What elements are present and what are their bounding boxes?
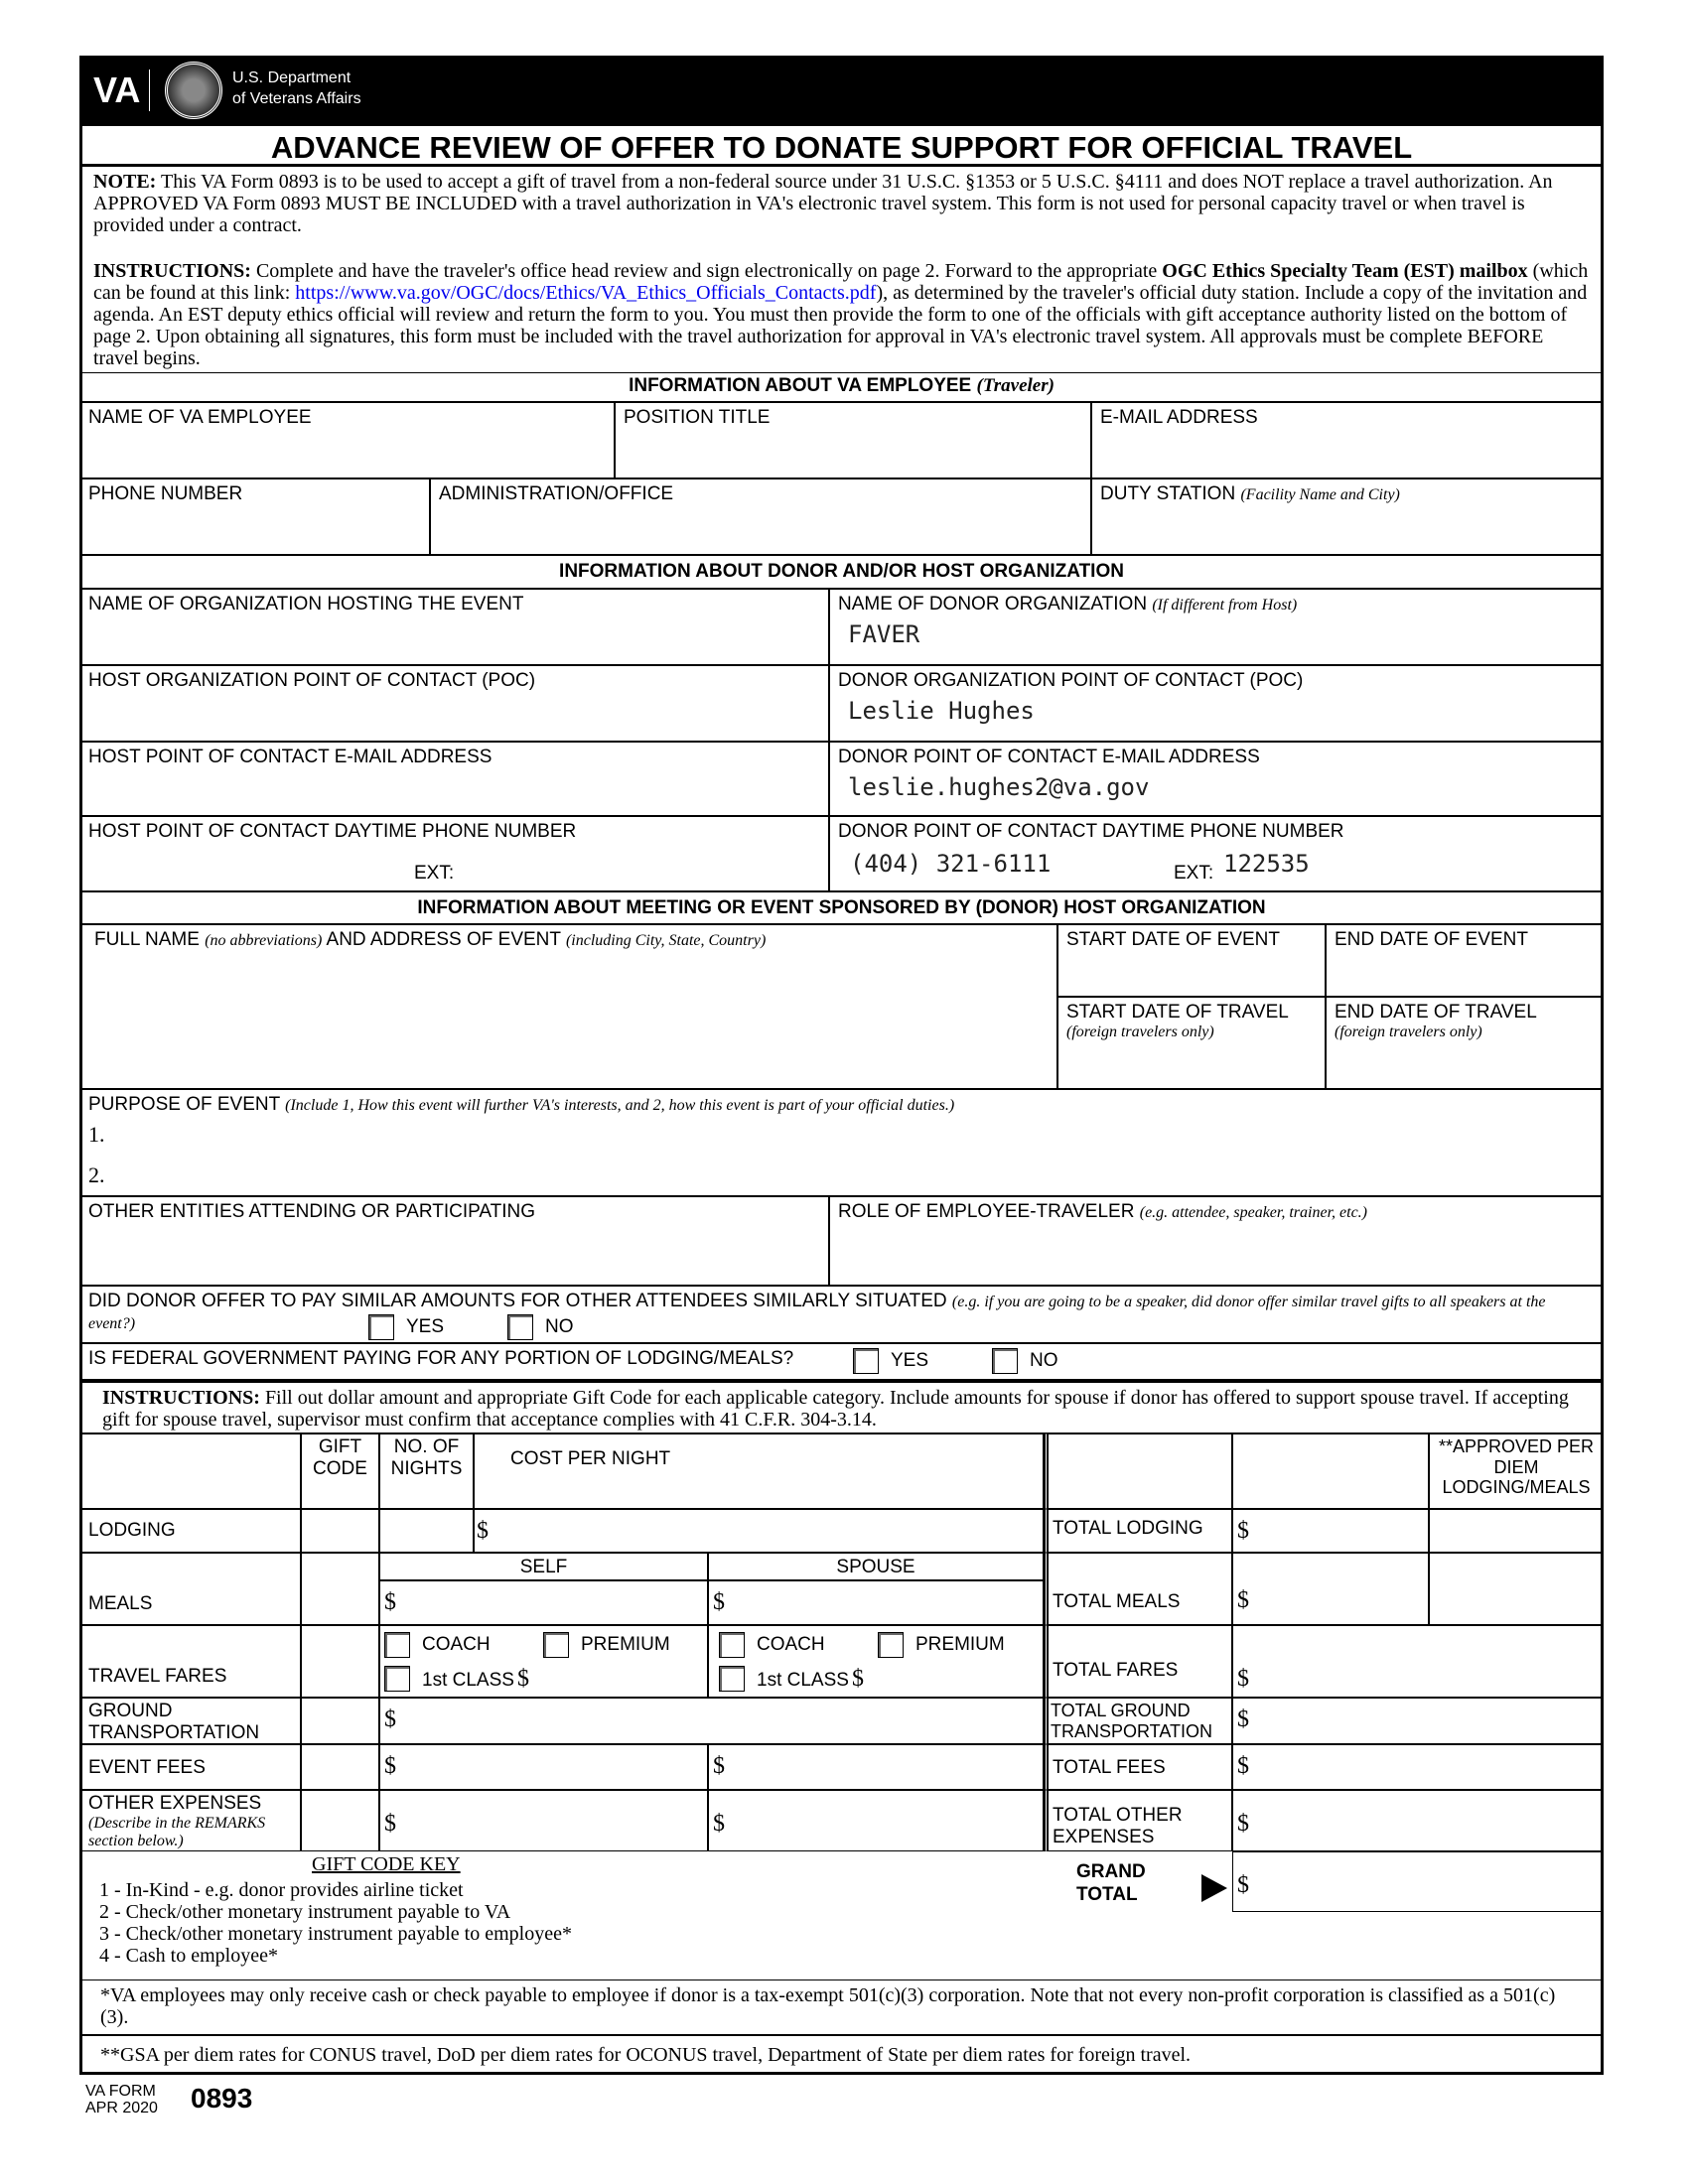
ground-label: GROUND TRANSPORTATION: [79, 1698, 301, 1744]
footnote-per-diem: **GSA per diem rates for CONUS travel, DoD per diem rates for OCONUS travel, Department of State per diem rates for foreign travel.: [79, 2035, 1604, 2075]
total-fares-value[interactable]: $: [1232, 1625, 1604, 1698]
federal-yes-checkbox[interactable]: [853, 1348, 879, 1374]
hdr-nights: NO. OF NIGHTS: [379, 1433, 474, 1509]
position-title-field[interactable]: POSITION TITLE: [615, 402, 1091, 478]
total-other-label: TOTAL OTHER EXPENSES: [1044, 1790, 1232, 1851]
fares-gift-code[interactable]: [301, 1625, 379, 1698]
total-fees-label: TOTAL FEES: [1044, 1744, 1232, 1790]
form-title: ADVANCE REVIEW OF OFFER TO DONATE SUPPORT FOR OFFICIAL TRAVEL: [79, 125, 1604, 167]
end-date-event-field[interactable]: END DATE OF EVENT: [1326, 924, 1604, 997]
lodging-nights[interactable]: [379, 1509, 474, 1553]
gift-key-item: 4 - Cash to employee*: [99, 1945, 278, 1967]
meals-self[interactable]: $: [379, 1580, 708, 1625]
self-first-class-checkbox[interactable]: [384, 1666, 410, 1692]
meals-spouse[interactable]: $: [708, 1580, 1044, 1625]
lodging-gift-code[interactable]: [301, 1509, 379, 1553]
similar-amounts-row: DID DONOR OFFER TO PAY SIMILAR AMOUNTS FOR OTHER ATTENDEES SIMILARLY SITUATED (e.g. if you are going to be a speaker, did donor offer similar travel gifts to all speakers at the event?) YES NO: [79, 1286, 1604, 1343]
meals-label: MEALS: [79, 1553, 301, 1625]
meals-per-diem[interactable]: [1429, 1553, 1604, 1625]
total-meals-label: TOTAL MEALS: [1044, 1553, 1232, 1625]
grand-total-value[interactable]: $: [1232, 1851, 1604, 1912]
donor-ext-label: EXT:: [1174, 863, 1214, 884]
total-ground-label: TOTAL GROUND TRANSPORTATION: [1044, 1698, 1232, 1744]
donor-org-name-field[interactable]: NAME OF DONOR ORGANIZATION (If different from Host) FAVER: [829, 589, 1604, 665]
fees-self[interactable]: $: [379, 1744, 708, 1790]
note-block: NOTE: This VA Form 0893 is to be used to accept a gift of travel from a non-federal source under 31 U.S.C. §1353 or 5 U.S.C. §4111 and does NOT replace a travel authorization. An APPROVED VA Form 0893 MUST BE INCLUDED with a travel authorization in VA's electronic travel system. This form is not used for personal capacity travel or when travel is provided under a contract.: [93, 171, 1553, 236]
host-email-field[interactable]: HOST POINT OF CONTACT E-MAIL ADDRESS: [79, 742, 829, 816]
ground-self[interactable]: $: [379, 1698, 1044, 1744]
total-meals-value[interactable]: $: [1232, 1553, 1429, 1625]
other-entities-field[interactable]: OTHER ENTITIES ATTENDING OR PARTICIPATING: [79, 1196, 829, 1286]
event-fees-label: EVENT FEES: [79, 1744, 301, 1790]
start-date-travel-field[interactable]: START DATE OF TRAVEL (foreign travelers only): [1057, 997, 1326, 1089]
va-header-bar: [79, 56, 1604, 125]
form-number: 0893: [191, 2083, 253, 2114]
fares-self: COACH PREMIUM 1st CLASS $: [379, 1625, 708, 1698]
lodging-cost[interactable]: $: [474, 1509, 1044, 1553]
footnote-cash: *VA employees may only receive cash or check payable to employee if donor is a tax-exempt 501(c)(3) corporation. Note that not every non-profit corporation is classified as a 501(c)(3).: [79, 1979, 1604, 2035]
gift-key-item: 2 - Check/other monetary instrument payable to VA: [99, 1901, 511, 1923]
donor-email-field[interactable]: DONOR POINT OF CONTACT E-MAIL ADDRESS leslie.hughes2@va.gov: [829, 742, 1604, 816]
hdr-blank2: [1044, 1433, 1232, 1509]
meals-gift-code[interactable]: [301, 1553, 379, 1625]
fares-spouse: COACH PREMIUM 1st CLASS $: [708, 1625, 1044, 1698]
other-spouse[interactable]: $: [708, 1790, 1044, 1851]
duty-station-field[interactable]: DUTY STATION (Facility Name and City): [1091, 478, 1604, 555]
host-ext-label: EXT:: [414, 863, 455, 884]
ground-gift-code[interactable]: [301, 1698, 379, 1744]
donor-phone-field[interactable]: DONOR POINT OF CONTACT DAYTIME PHONE NUMBER (404) 321-6111 EXT: 122535: [829, 816, 1604, 891]
other-self[interactable]: $: [379, 1790, 708, 1851]
va-logo-text: VA: [93, 69, 141, 110]
cost-instructions: INSTRUCTIONS: Fill out dollar amount and appropriate Gift Code for each applicable category. Include amounts for spouse if donor has offered to support spouse travel. If accepting gift for spouse travel, supervisor must confirm that acceptance complies with 41 C.F.R. 304-3.14.: [79, 1380, 1604, 1433]
admin-office-field[interactable]: ADMINISTRATION/OFFICE: [430, 478, 1091, 555]
dept-line1: U.S. Department: [232, 69, 352, 86]
form-footer: VA FORM APR 2020: [85, 2083, 158, 2116]
total-other-value[interactable]: $: [1232, 1790, 1604, 1851]
gift-key-item: 3 - Check/other monetary instrument payable to employee*: [99, 1923, 572, 1945]
fees-spouse[interactable]: $: [708, 1744, 1044, 1790]
spouse-header: SPOUSE: [708, 1553, 1044, 1580]
hdr-cost-per-night: COST PER NIGHT: [474, 1433, 1044, 1509]
grand-total-label: GRAND TOTAL: [1076, 1861, 1146, 1905]
purpose-field[interactable]: PURPOSE OF EVENT (Include 1, How this event will further VA's interests, and 2, how this event is part of your official duties.) 1. 2.: [79, 1089, 1604, 1196]
other-gift-code[interactable]: [301, 1790, 379, 1851]
self-header: SELF: [379, 1553, 708, 1580]
donor-org-name-value: FAVER: [848, 619, 920, 648]
total-lodging-value[interactable]: $: [1232, 1509, 1429, 1553]
donor-poc-value: Leslie Hughes: [848, 696, 1035, 725]
hdr-blank3: [1232, 1433, 1429, 1509]
end-date-travel-field[interactable]: END DATE OF TRAVEL (foreign travelers only): [1326, 997, 1604, 1089]
total-fares-label: TOTAL FARES: [1044, 1625, 1232, 1698]
employee-name-field[interactable]: NAME OF VA EMPLOYEE: [79, 402, 615, 478]
role-field[interactable]: ROLE OF EMPLOYEE-TRAVELER (e.g. attendee, speaker, trainer, etc.): [829, 1196, 1604, 1286]
total-fees-value[interactable]: $: [1232, 1744, 1604, 1790]
federal-no-checkbox[interactable]: [992, 1348, 1018, 1374]
lodging-label: LODGING: [79, 1509, 301, 1553]
host-phone-field[interactable]: HOST POINT OF CONTACT DAYTIME PHONE NUMBER EXT:: [79, 816, 829, 891]
donor-ext-value: 122535: [1223, 850, 1310, 878]
self-premium-checkbox[interactable]: [543, 1632, 569, 1658]
email-field[interactable]: E-MAIL ADDRESS: [1091, 402, 1604, 478]
phone-field[interactable]: PHONE NUMBER: [79, 478, 430, 555]
hdr-approved-per-diem: **APPROVED PER DIEM LODGING/MEALS: [1429, 1433, 1604, 1509]
instructions-block: INSTRUCTIONS: Complete and have the traveler's office head review and sign electronically on page 2. Forward to the appropriate OGC Ethics Specialty Team (EST) mailbox (which can be found at this link: https://www.va.gov/OGC/docs/Ethics/VA_Ethics_Officials_Contacts.pdf), as determined by the traveler's official duty station. Include a copy of the invitation and agenda. An EST deputy ethics official will review and return the form to you. You must then provide the form to one of the officials with gift acceptance authority listed on the bottom of page 2. Upon obtaining all signatures, this form must be included with the travel authorization for approval in VA's electronic travel system. All approvals must be complete BEFORE travel begins.: [93, 260, 1589, 369]
spouse-premium-checkbox[interactable]: [878, 1632, 904, 1658]
lodging-per-diem[interactable]: [1429, 1509, 1604, 1553]
donor-email-value: leslie.hughes2@va.gov: [848, 772, 1150, 801]
travel-fares-label: TRAVEL FARES: [79, 1625, 301, 1698]
gift-key-item: 1 - In-Kind - e.g. donor provides airline ticket: [99, 1879, 464, 1901]
similar-yes-checkbox[interactable]: [368, 1314, 394, 1340]
host-org-name-field[interactable]: NAME OF ORGANIZATION HOSTING THE EVENT: [79, 589, 829, 665]
start-date-event-field[interactable]: START DATE OF EVENT: [1057, 924, 1326, 997]
event-section-header: INFORMATION ABOUT MEETING OR EVENT SPONSORED BY (DONOR) HOST ORGANIZATION: [79, 891, 1604, 924]
employee-section-header: INFORMATION ABOUT VA EMPLOYEE (Traveler): [79, 372, 1604, 402]
dept-line2: of Veterans Affairs: [232, 90, 361, 107]
similar-no-checkbox[interactable]: [507, 1314, 533, 1340]
total-ground-value[interactable]: $: [1232, 1698, 1604, 1744]
total-lodging-label: TOTAL LODGING: [1044, 1509, 1232, 1553]
donor-section-header: INFORMATION ABOUT DONOR AND/OR HOST ORGANIZATION: [79, 555, 1604, 589]
hdr-blank: [79, 1433, 301, 1509]
host-poc-field[interactable]: HOST ORGANIZATION POINT OF CONTACT (POC): [79, 665, 829, 742]
ethics-contacts-link[interactable]: https://www.va.gov/OGC/docs/Ethics/VA_Ethics_Officials_Contacts.pdf: [290, 282, 877, 304]
divider: [149, 69, 150, 111]
other-expenses-label: OTHER EXPENSES (Describe in the REMARKS section below.): [79, 1790, 301, 1851]
self-coach-checkbox[interactable]: [384, 1632, 410, 1658]
arrow-right-icon: [1201, 1874, 1227, 1902]
spouse-coach-checkbox[interactable]: [719, 1632, 745, 1658]
federal-paying-row: IS FEDERAL GOVERNMENT PAYING FOR ANY PORTION OF LODGING/MEALS? YES NO: [79, 1343, 1604, 1380]
gift-code-key: GIFT CODE KEY 1 - In-Kind - e.g. donor provides airline ticket 2 - Check/other monetary instrument payable to VA 3 - Check/other monetary instrument payable to employee* 4 - Cash to employee*: [99, 1853, 993, 1967]
fees-gift-code[interactable]: [301, 1744, 379, 1790]
hdr-gift-code: GIFT CODE: [301, 1433, 379, 1509]
donor-phone-value: (404) 321-6111: [850, 850, 1052, 878]
event-name-address-field[interactable]: FULL NAME (no abbreviations) AND ADDRESS OF EVENT (including City, State, Country): [79, 924, 1057, 1089]
spouse-first-class-checkbox[interactable]: [719, 1666, 745, 1692]
va-seal-icon: [165, 62, 222, 119]
donor-poc-field[interactable]: DONOR ORGANIZATION POINT OF CONTACT (POC) Leslie Hughes: [829, 665, 1604, 742]
